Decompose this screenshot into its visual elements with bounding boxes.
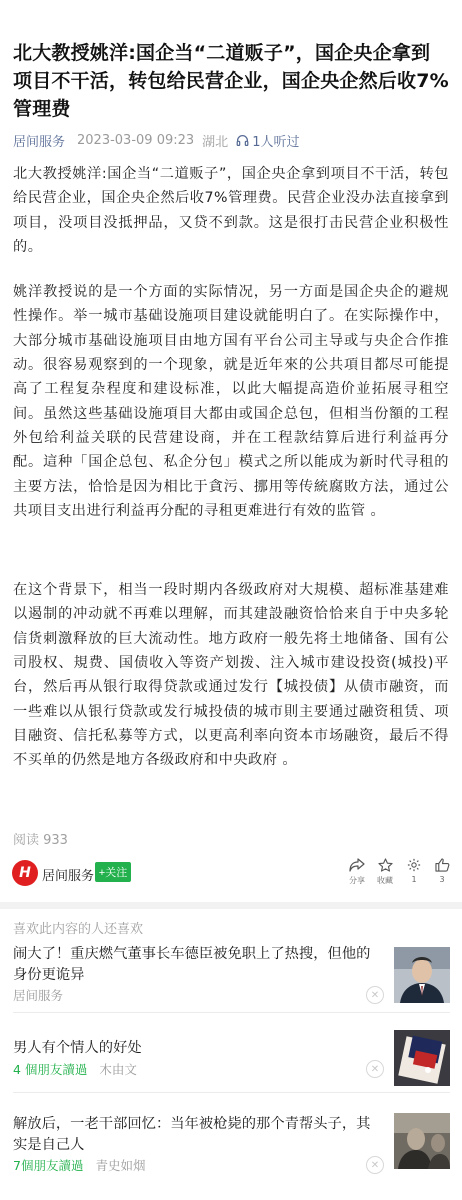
follow-button[interactable]: +关注 bbox=[95, 862, 131, 882]
listen-count: 1人听过 bbox=[252, 134, 300, 150]
rec-source-name: 木由文 bbox=[99, 1062, 137, 1077]
paragraph: 北大教授姚洋:国企当“二道贩子”，国企央企拿到项目不干活，转包给民营企业，国企央企然后收7%管理费。民营企业没办法直接拿到项目，没项目没抵押品，又贷不到款。这是很打击民营企业积极性的。 bbox=[13, 166, 449, 255]
share-icon bbox=[349, 858, 365, 872]
wow-button[interactable] bbox=[399, 858, 429, 884]
read-count: 阅读 933 bbox=[13, 833, 68, 848]
publish-time: 2023-03-09 09:23 bbox=[77, 132, 195, 148]
paragraph: 姚洋教授说的是一个方面的实际情况，另一方面是国企央企的避规性操作。举一城市基础设施项目建设就能明白了。在实际操作中，大部分城市基础设施项目由地方国有平台公司主导或与央企合作推动。很容易观察到的一个现象，就是近年來的公共項目都尽可能提高了工程复杂程度和建设标准，以此大幅提高造价並拓展寻租空间。虽然这些基础设施項目大都由或国企总包，但相当份額的工程外包给利益关联的民营建设商，并在工程款结算后进行利益再分配。這种「国企总包、私企分包」模式之所以能成为新时代寻租的主要方法，恰恰是因为相比于貪污、挪用等传統腐敗方法，通过公共项目支出进行利益再分配的寻租更难进行有效的监管 。 bbox=[13, 284, 449, 519]
article-body bbox=[13, 162, 449, 773]
source-link[interactable]: 居间服务 bbox=[13, 134, 66, 150]
rec-source-name: 青史如烟 bbox=[95, 1158, 146, 1173]
like-count: 3 bbox=[439, 875, 445, 884]
listen-button[interactable] bbox=[236, 131, 299, 150]
article-title: 北大教授姚洋:国企当“二道贩子”，国企央企拿到项目不干活，转包给民营企业，国企央企然后收7%管理费 bbox=[13, 42, 449, 120]
like-button[interactable] bbox=[427, 858, 457, 884]
headphones-icon bbox=[236, 134, 249, 147]
thumbs-up-icon bbox=[435, 858, 450, 872]
rec-source bbox=[13, 1156, 145, 1174]
share-label: 分享 bbox=[349, 876, 365, 885]
section-divider bbox=[0, 902, 462, 909]
rec-source-name: 居间服务 bbox=[13, 988, 64, 1003]
close-icon[interactable]: ✕ bbox=[366, 986, 384, 1004]
close-icon[interactable]: ✕ bbox=[366, 1060, 384, 1078]
rec-friends-read: 4 個朋友讀過 bbox=[13, 1062, 88, 1077]
separator bbox=[13, 1092, 450, 1093]
separator bbox=[13, 1012, 450, 1013]
rec-thumbnail[interactable] bbox=[394, 1113, 450, 1169]
favorite-button[interactable] bbox=[370, 858, 400, 886]
wow-count: 1 bbox=[411, 875, 417, 884]
gear-icon bbox=[407, 858, 421, 872]
star-icon bbox=[378, 858, 393, 872]
rec-source bbox=[13, 1060, 137, 1078]
author-logo[interactable]: H bbox=[12, 860, 38, 886]
author-name[interactable]: 居间服务 bbox=[42, 869, 95, 884]
close-icon[interactable]: ✕ bbox=[366, 1156, 384, 1174]
rec-title[interactable]: 闹大了！重庆燃气董事长车德臣被免职上了热搜，但他的身份更诡异 bbox=[13, 946, 371, 983]
author-bar bbox=[0, 858, 462, 892]
recommend-header: 喜欢此内容的人还喜欢 bbox=[13, 922, 144, 937]
rec-title[interactable]: 男人有个情人的好处 bbox=[13, 1040, 142, 1056]
rec-title[interactable]: 解放后，一老干部回忆：当年被枪毙的那个青帮头子，其实是自己人 bbox=[13, 1116, 371, 1153]
rec-source bbox=[13, 986, 63, 1004]
paragraph: 在这个背景下，相当一段时期内各级政府对大規模、超标准基建难以遏制的冲动就不再难以理解，而其建設融资恰恰来自于中央多轮信货刺激释放的巨大流动性。地方政府一般先将土地储备、国有公司股权、規费、国债收入等资产划拨、注入城市建设投资(城投)平台，然后再从银行取得贷款或通过发行【城投债】从债市融资，而一些难以从银行贷款或发行城投债的城市則主要通过融资租赁、项目融资、信托私募等方式，以更高利率向资本市场融资，最后不得不买单的仍然是地方各级政府和中央政府 。 bbox=[13, 582, 449, 769]
rec-thumbnail[interactable] bbox=[394, 1030, 450, 1086]
favorite-label: 收藏 bbox=[377, 876, 393, 885]
article-meta bbox=[13, 130, 449, 150]
share-button[interactable] bbox=[342, 858, 372, 886]
location: 湖北 bbox=[202, 134, 229, 150]
rec-thumbnail[interactable] bbox=[394, 947, 450, 1003]
rec-friends-read: 7個朋友讀過 bbox=[13, 1158, 84, 1173]
